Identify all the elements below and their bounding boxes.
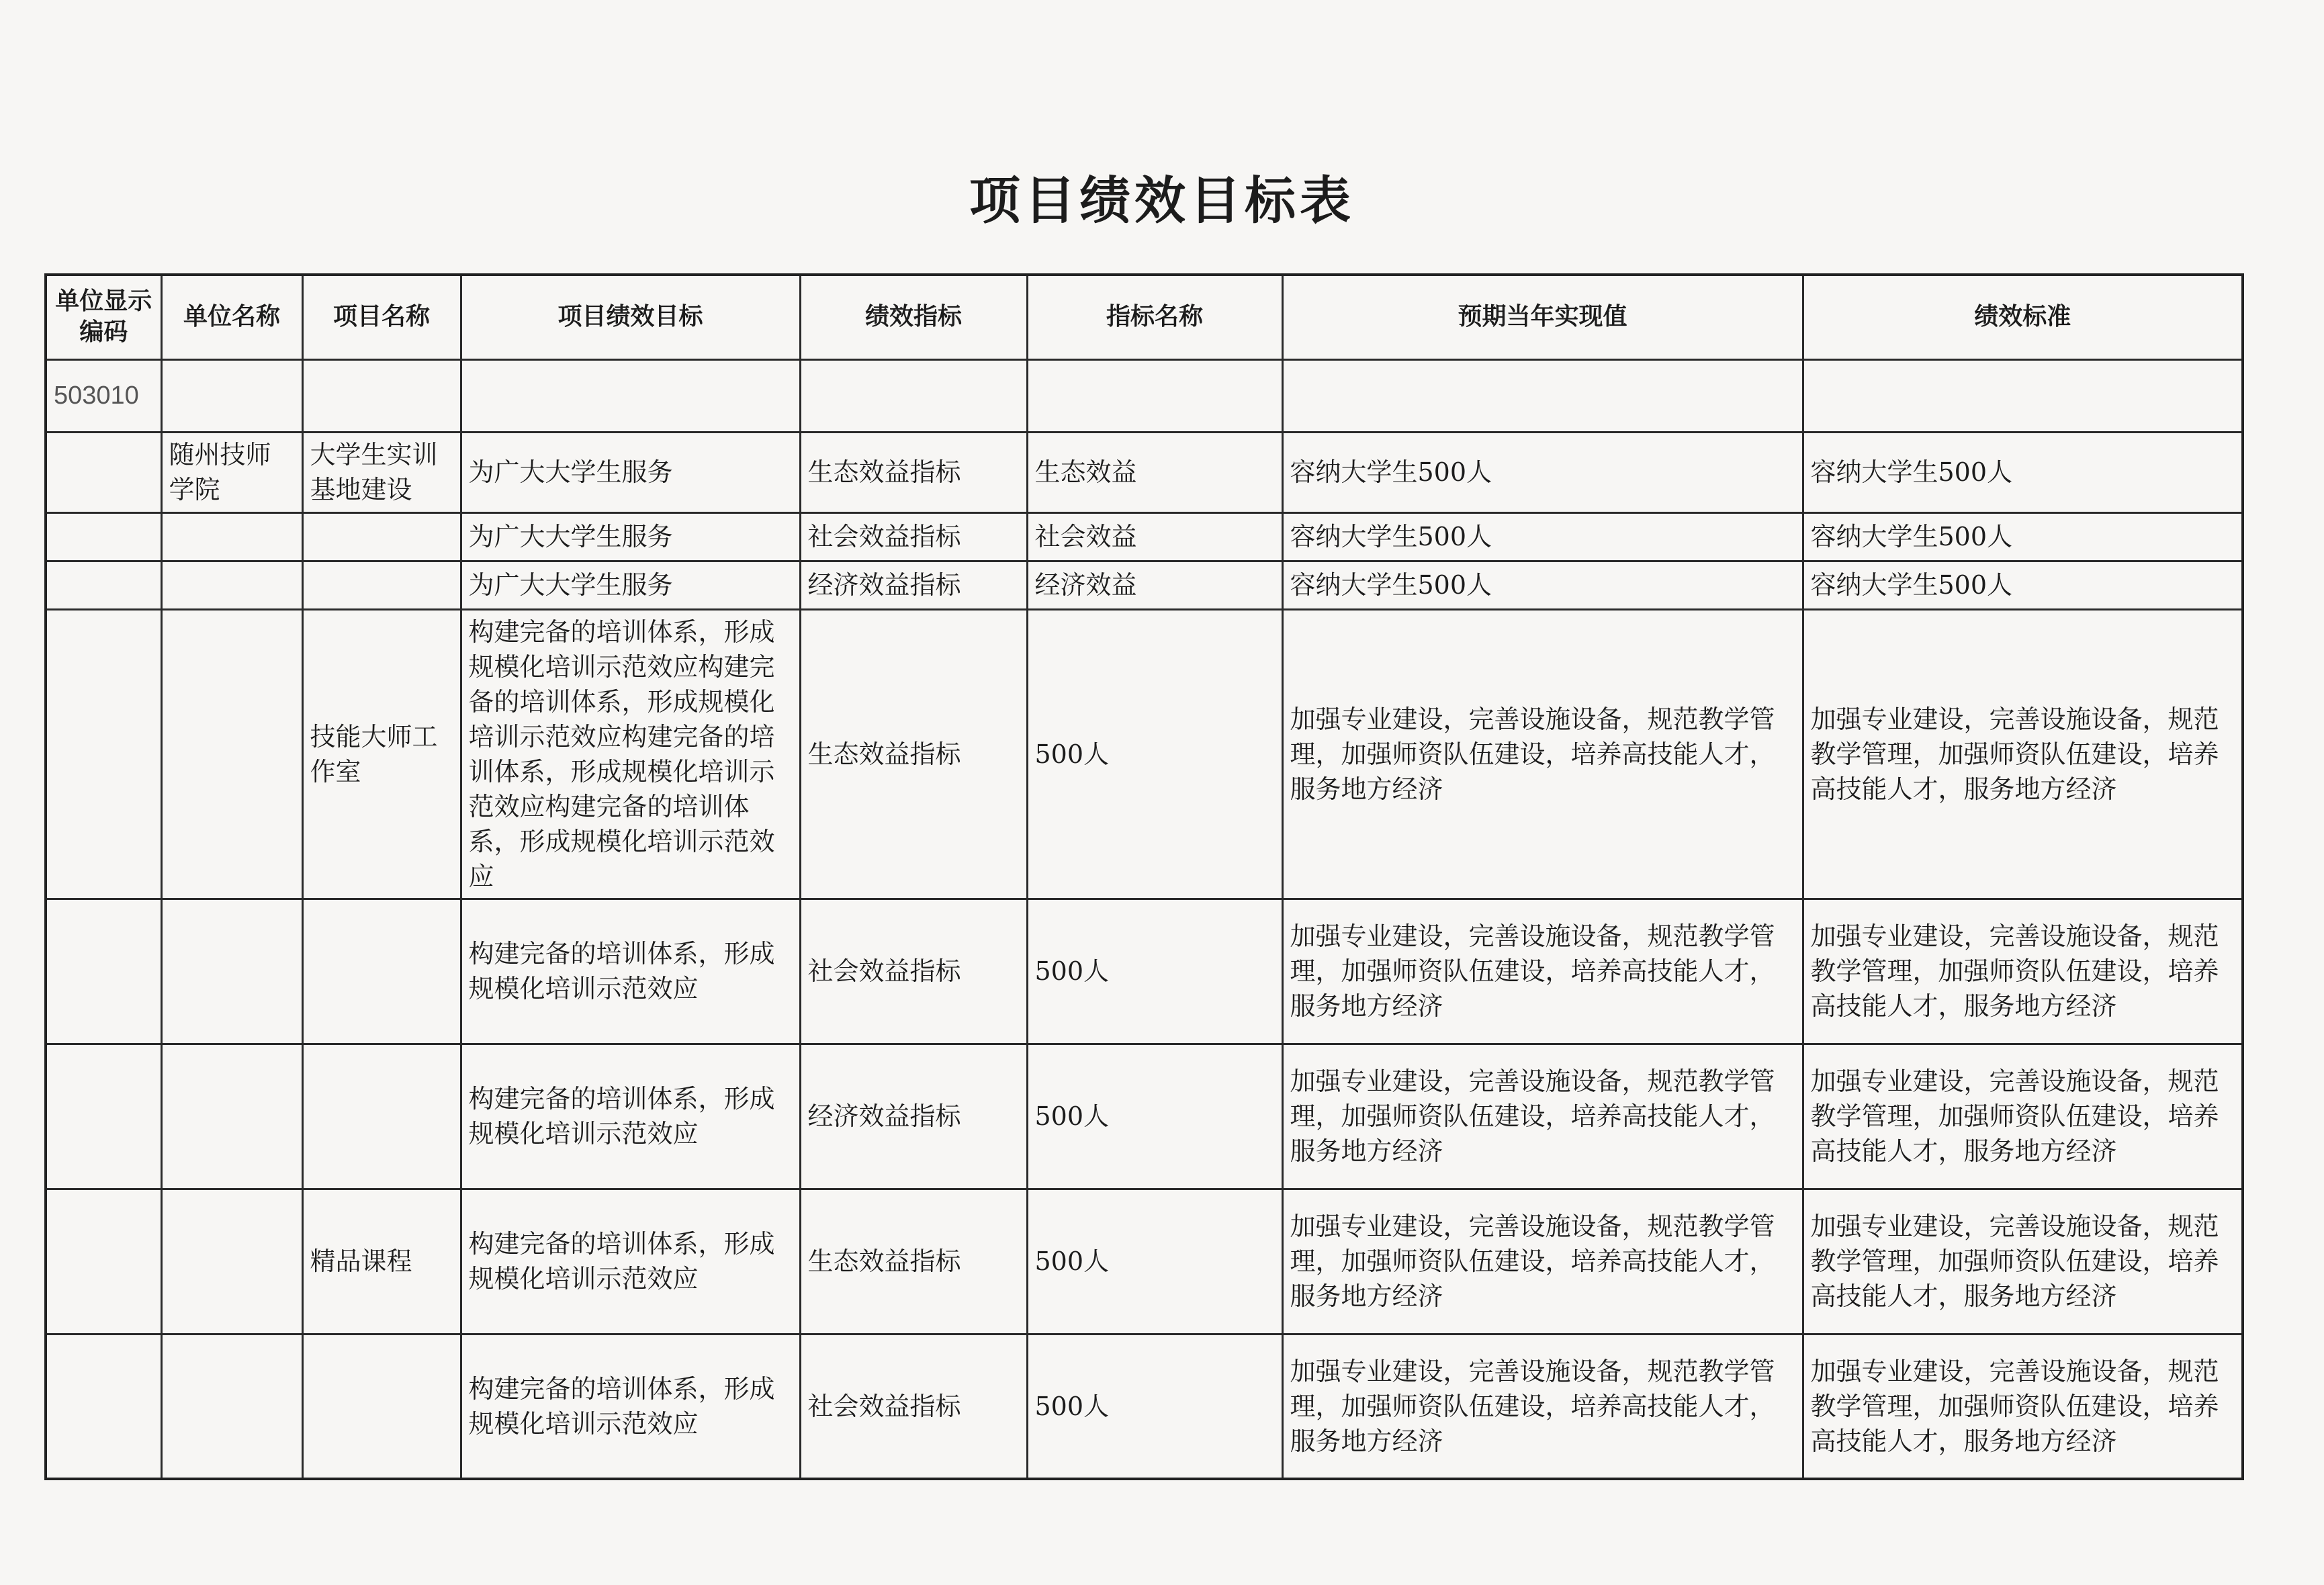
table-row — [46, 432, 2243, 512]
expected-value-cell: 加强专业建设，完善设施设备，规范教学管理，加强师资队伍建设，培养高技能人才，服务地方经济 — [1282, 1189, 1803, 1334]
goal-cell: 构建完备的培训体系，形成规模化培训示范效应 — [461, 1044, 800, 1189]
standard-cell: 加强专业建设，完善设施设备，规范教学管理，加强师资队伍建设，培养高技能人才，服务地方经济 — [1803, 609, 2243, 899]
standard-cell: 容纳大学生500人 — [1803, 432, 2243, 512]
project-name: 技能大师工作室 — [302, 609, 461, 899]
table-row — [46, 1334, 2243, 1479]
indicator-name-cell: 500人 — [1027, 1189, 1282, 1334]
standard-cell: 容纳大学生500人 — [1803, 512, 2243, 561]
goal-cell: 为广大大学生服务 — [461, 512, 800, 561]
table-row — [46, 561, 2243, 609]
header-cell: 预期当年实现值 — [1282, 275, 1803, 359]
expected-value-cell: 加强专业建设，完善设施设备，规范教学管理，加强师资队伍建设，培养高技能人才，服务地方经济 — [1282, 899, 1803, 1044]
unit-code: 503010 — [46, 359, 161, 432]
unit-name: 随州技师学院 — [161, 432, 302, 512]
project-name — [302, 512, 461, 561]
expected-value-cell: 容纳大学生500人 — [1282, 512, 1803, 561]
indicator-cell: 社会效益指标 — [800, 512, 1027, 561]
page-title: 项目绩效目标表 — [969, 171, 1355, 230]
goal-cell: 构建完备的培训体系，形成规模化培训示范效应 — [461, 1334, 800, 1479]
table-row — [46, 1044, 2243, 1189]
header-row — [46, 275, 2243, 359]
indicator-cell: 生态效益指标 — [800, 609, 1027, 899]
standard-cell: 容纳大学生500人 — [1803, 561, 2243, 609]
expected-value-cell: 加强专业建设，完善设施设备，规范教学管理，加强师资队伍建设，培养高技能人才，服务地方经济 — [1282, 1334, 1803, 1479]
project-name — [302, 899, 461, 1044]
table-row — [46, 1189, 2243, 1334]
indicator-name-cell: 500人 — [1027, 899, 1282, 1044]
goal-cell: 为广大大学生服务 — [461, 432, 800, 512]
project-name: 大学生实训基地建设 — [302, 432, 461, 512]
project-name — [302, 1044, 461, 1189]
indicator-cell: 经济效益指标 — [800, 561, 1027, 609]
standard-cell: 加强专业建设，完善设施设备，规范教学管理，加强师资队伍建设，培养高技能人才，服务地方经济 — [1803, 1189, 2243, 1334]
indicator-cell: 生态效益指标 — [800, 432, 1027, 512]
expected-value-cell: 容纳大学生500人 — [1282, 432, 1803, 512]
expected-value-cell: 容纳大学生500人 — [1282, 561, 1803, 609]
project-name: 精品课程 — [302, 1189, 461, 1334]
indicator-name-cell: 500人 — [1027, 1044, 1282, 1189]
indicator-cell: 生态效益指标 — [800, 1189, 1027, 1334]
code-row — [46, 359, 2243, 432]
indicator-name-cell: 500人 — [1027, 609, 1282, 899]
goal-cell: 为广大大学生服务 — [461, 561, 800, 609]
indicator-cell: 社会效益指标 — [800, 899, 1027, 1044]
header-cell: 项目绩效目标 — [461, 275, 800, 359]
indicator-name-cell: 社会效益 — [1027, 512, 1282, 561]
header-cell: 指标名称 — [1027, 275, 1282, 359]
standard-cell: 加强专业建设，完善设施设备，规范教学管理，加强师资队伍建设，培养高技能人才，服务地方经济 — [1803, 899, 2243, 1044]
indicator-cell: 经济效益指标 — [800, 1044, 1027, 1189]
standard-cell: 加强专业建设，完善设施设备，规范教学管理，加强师资队伍建设，培养高技能人才，服务地方经济 — [1803, 1334, 2243, 1479]
header-cell: 单位名称 — [161, 275, 302, 359]
standard-cell: 加强专业建设，完善设施设备，规范教学管理，加强师资队伍建设，培养高技能人才，服务地方经济 — [1803, 1044, 2243, 1189]
header-cell: 单位显示编码 — [46, 275, 161, 359]
table-row — [46, 899, 2243, 1044]
performance-table — [44, 273, 2244, 1480]
project-name — [302, 561, 461, 609]
table-row — [46, 609, 2243, 899]
header-cell: 项目名称 — [302, 275, 461, 359]
header-cell: 绩效标准 — [1803, 275, 2243, 359]
goal-cell: 构建完备的培训体系，形成规模化培训示范效应 — [461, 899, 800, 1044]
expected-value-cell: 加强专业建设，完善设施设备，规范教学管理，加强师资队伍建设，培养高技能人才，服务地方经济 — [1282, 1044, 1803, 1189]
table-row — [46, 512, 2243, 561]
indicator-name-cell: 500人 — [1027, 1334, 1282, 1479]
indicator-cell: 社会效益指标 — [800, 1334, 1027, 1479]
project-name — [302, 1334, 461, 1479]
goal-cell: 构建完备的培训体系，形成规模化培训示范效应 — [461, 1189, 800, 1334]
indicator-name-cell: 生态效益 — [1027, 432, 1282, 512]
goal-cell: 构建完备的培训体系，形成规模化培训示范效应构建完备的培训体系，形成规模化培训示范效应构建完备的培训体系，形成规模化培训示范效应构建完备的培训体系，形成规模化培训示范效应 — [461, 609, 800, 899]
expected-value-cell: 加强专业建设，完善设施设备，规范教学管理，加强师资队伍建设，培养高技能人才，服务地方经济 — [1282, 609, 1803, 899]
header-cell: 绩效指标 — [800, 275, 1027, 359]
indicator-name-cell: 经济效益 — [1027, 561, 1282, 609]
